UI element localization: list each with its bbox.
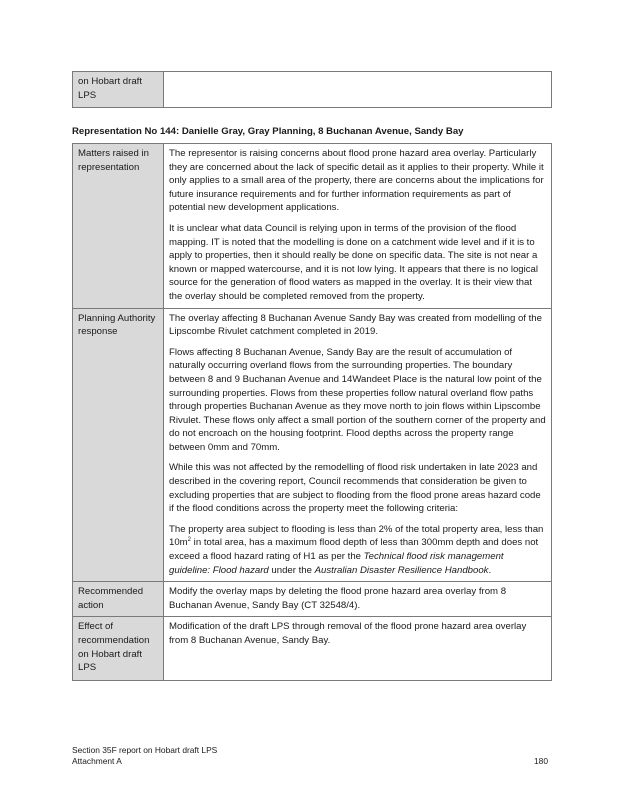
table-row-matters <box>73 144 552 309</box>
paragraph: While this was not affected by the remodelling of flood risk undertaken in late 2023 and described in the covering report, Council recommends that consideration be given to excluding properties that are subject to flooding from the flood prone areas hazard code if the flood conditions across the property meet the following criteria: <box>169 462 541 515</box>
guideline-title: Technical flood risk management guideline: Flood hazard <box>169 551 504 576</box>
row-label: Matters raised in representation <box>73 144 164 309</box>
table-row <box>73 72 552 108</box>
row-label: Recommended action <box>73 582 164 617</box>
representation-heading: Representation No 144: Danielle Gray, Gray Planning, 8 Buchanan Avenue, Sandy Bay <box>72 126 464 137</box>
table-row-response <box>73 308 552 582</box>
row-content <box>164 144 552 309</box>
row-content <box>164 582 552 617</box>
superscript: 2 <box>187 537 192 544</box>
criteria-text: under the <box>268 564 315 576</box>
criteria-paragraph <box>169 523 546 577</box>
table-row-effect <box>73 617 552 681</box>
row-content <box>164 617 552 681</box>
paragraph: The overlay affecting 8 Buchanan Avenue Sandy Bay was created from modelling of the Lipscombe Rivulet catchment completed in 2019. <box>169 312 542 338</box>
footer-line: Section 35F report on Hobart draft LPS <box>72 745 218 755</box>
row-label: Planning Authority response <box>73 308 164 582</box>
representation-table <box>72 143 552 681</box>
row-label: Effect of recommendation on Hobart draft LPS <box>73 617 164 681</box>
footer-line: Attachment A <box>72 756 122 766</box>
paragraph: It is unclear what data Council is relying upon in terms of the provision of the flood mapping. IT is noted that the modelling is done on a catchment wide level and if it is to apply to properties, then it should really be done on specific data. The site is not near a known or mapped watercourse, and it is not low lying. It appears that there is no logical source for the generation of flood waters as mapped in the overlay. It is their view that the overlay should be completed removed from the property. <box>169 222 539 302</box>
criteria-text: . <box>488 564 492 576</box>
row-label: on Hobart draft LPS <box>73 72 164 108</box>
table-row-recommended <box>73 582 552 617</box>
criteria-text: in total area, has a maximum flood depth of less than 300mm depth and does not exceed a flood hazard rating of H1 as per the <box>169 537 539 563</box>
previous-table-fragment <box>72 71 552 108</box>
row-value <box>164 72 552 108</box>
row-content <box>164 308 552 582</box>
paragraph: Flows affecting 8 Buchanan Avenue, Sandy Bay are the result of accumulation of naturally occurring overland flows from the surrounding properties. The boundary between 8 and 9 Buchanan Avenue and 14Wandeet Place is the natural low point of the surrounding properties. Flows from these properties follow natural overland flow paths through properties Buchanan Avenue as they move north to join flows within Lipscombe Rivulet. These flows only affect a small portion of the southern corner of the property and do not encroach on the housing footprint. Flood depths across the property range between 0mm and 70mm. <box>169 346 546 453</box>
paragraph: Modification of the draft LPS through removal of the flood prone hazard area overlay from 8 Buchanan Avenue, Sandy Bay. <box>169 621 527 646</box>
handbook-title: Australian Disaster Resilience Handbook <box>314 564 489 576</box>
paragraph: The representor is raising concerns about flood prone hazard area overlay. Particularly they are concerned about the lack of specific detail as it applies to their property. While it only applies to a small area of the property, there are concerns about the implications for future insurance requirements and for further information requirements as part of potential new development applications. <box>169 148 544 214</box>
paragraph: Modify the overlay maps by deleting the flood prone hazard area overlay from 8 Buchanan Avenue, Sandy Bay (CT 32548/4). <box>169 586 507 611</box>
criteria-text: The property area subject to flooding is less than 2% of the total property area, less than 10m <box>169 523 544 549</box>
page-number: 180 <box>534 756 548 766</box>
page-footer <box>72 745 217 767</box>
